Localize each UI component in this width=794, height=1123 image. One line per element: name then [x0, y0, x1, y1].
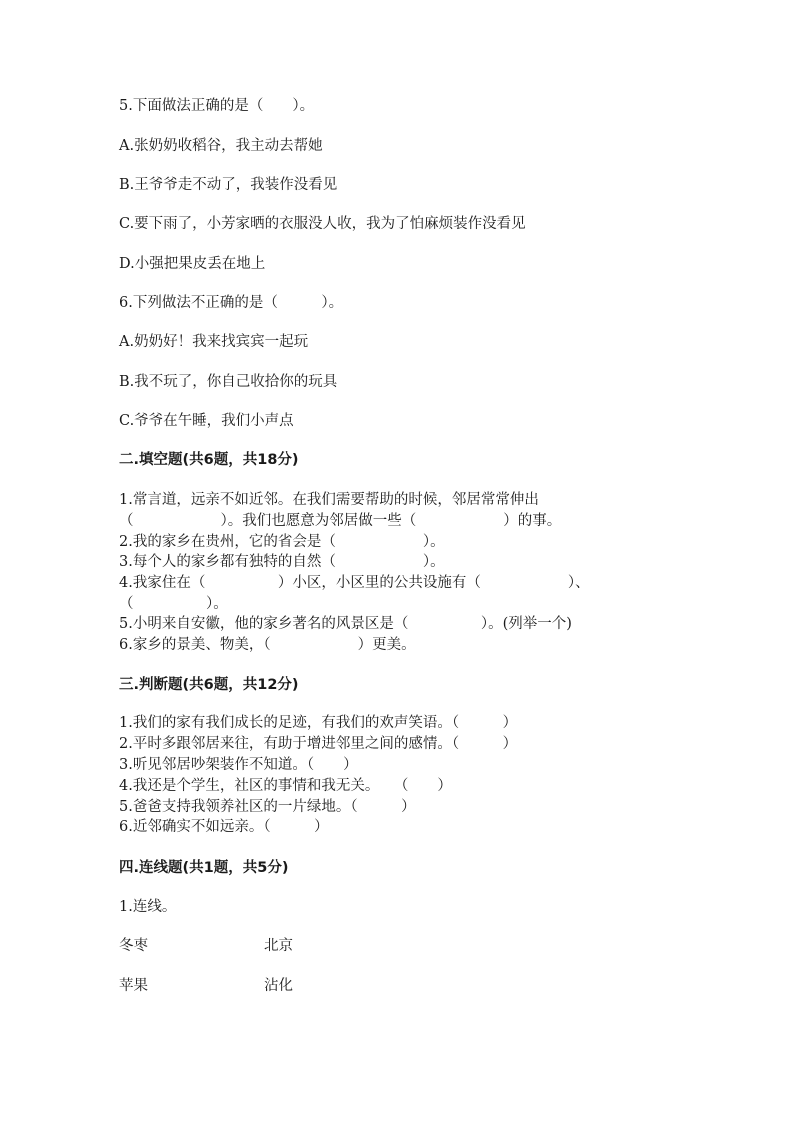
question-5-option-c: C.要下雨了，小芳家晒的衣服没人收，我为了怕麻烦装作没看见: [119, 216, 526, 232]
judge-line-6: 6.近邻确实不如远亲。（ ）: [119, 819, 329, 835]
section-2-title: 二.填空题(共6题，共18分): [119, 452, 299, 468]
question-6-option-b: B.我不玩了，你自己收拾你的玩具: [119, 374, 338, 390]
judge-line-1: 1.我们的家有我们成长的足迹，有我们的欢声笑语。（ ）: [119, 715, 518, 731]
match-right-item: 北京: [264, 938, 293, 954]
section-3-title: 三.判断题(共6题，共12分): [119, 677, 299, 693]
match-question: 1.连线。: [119, 899, 177, 915]
match-right-item: 沾化: [264, 978, 293, 994]
fill-line-8: 6.家乡的景美、物美，（ ）更美。: [119, 637, 416, 653]
question-6-option-a: A.奶奶好！我来找宾宾一起玩: [119, 334, 309, 350]
match-left-item: 冬枣: [119, 938, 148, 954]
judge-line-2: 2.平时多跟邻居来往，有助于增进邻里之间的感情。（ ）: [119, 736, 518, 752]
judge-line-3: 3.听见邻居吵架装作不知道。（ ）: [119, 757, 358, 773]
fill-line-7: 5.小明来自安徽，他的家乡著名的风景区是（ ）。(列举一个): [119, 616, 572, 632]
fill-line-2: （ ）。我们也愿意为邻居做一些（ ）的事。: [119, 513, 562, 529]
judge-line-5: 5.爸爸支持我领养社区的一片绿地。（ ）: [119, 799, 416, 815]
question-6-option-c: C.爷爷在午睡，我们小声点: [119, 413, 294, 429]
question-5-option-d: D.小强把果皮丢在地上: [119, 256, 266, 272]
fill-line-1: 1.常言道，远亲不如近邻。在我们需要帮助的时候，邻居常常伸出: [119, 492, 539, 508]
question-5-option-a: A.张奶奶收稻谷，我主动去帮她: [119, 138, 323, 154]
question-5-option-b: B.王爷爷走不动了，我装作没看见: [119, 177, 338, 193]
fill-line-4: 3.每个人的家乡都有独特的自然（ ）。: [119, 554, 445, 570]
fill-line-3: 2.我的家乡在贵州，它的省会是（ ）。: [119, 534, 445, 550]
fill-line-6: （ ）。: [119, 596, 228, 612]
fill-line-5: 4.我家住在（ ）小区，小区里的公共设施有（ ）、: [119, 575, 590, 591]
question-5-stem: 5.下面做法正确的是（ ）。: [119, 98, 315, 114]
section-4-title: 四.连线题(共1题，共5分): [119, 860, 289, 876]
question-6-stem: 6.下列做法不正确的是（ ）。: [119, 295, 344, 311]
judge-line-4: 4.我还是个学生，社区的事情和我无关。 （ ）: [119, 778, 452, 794]
match-left-item: 苹果: [119, 978, 148, 994]
